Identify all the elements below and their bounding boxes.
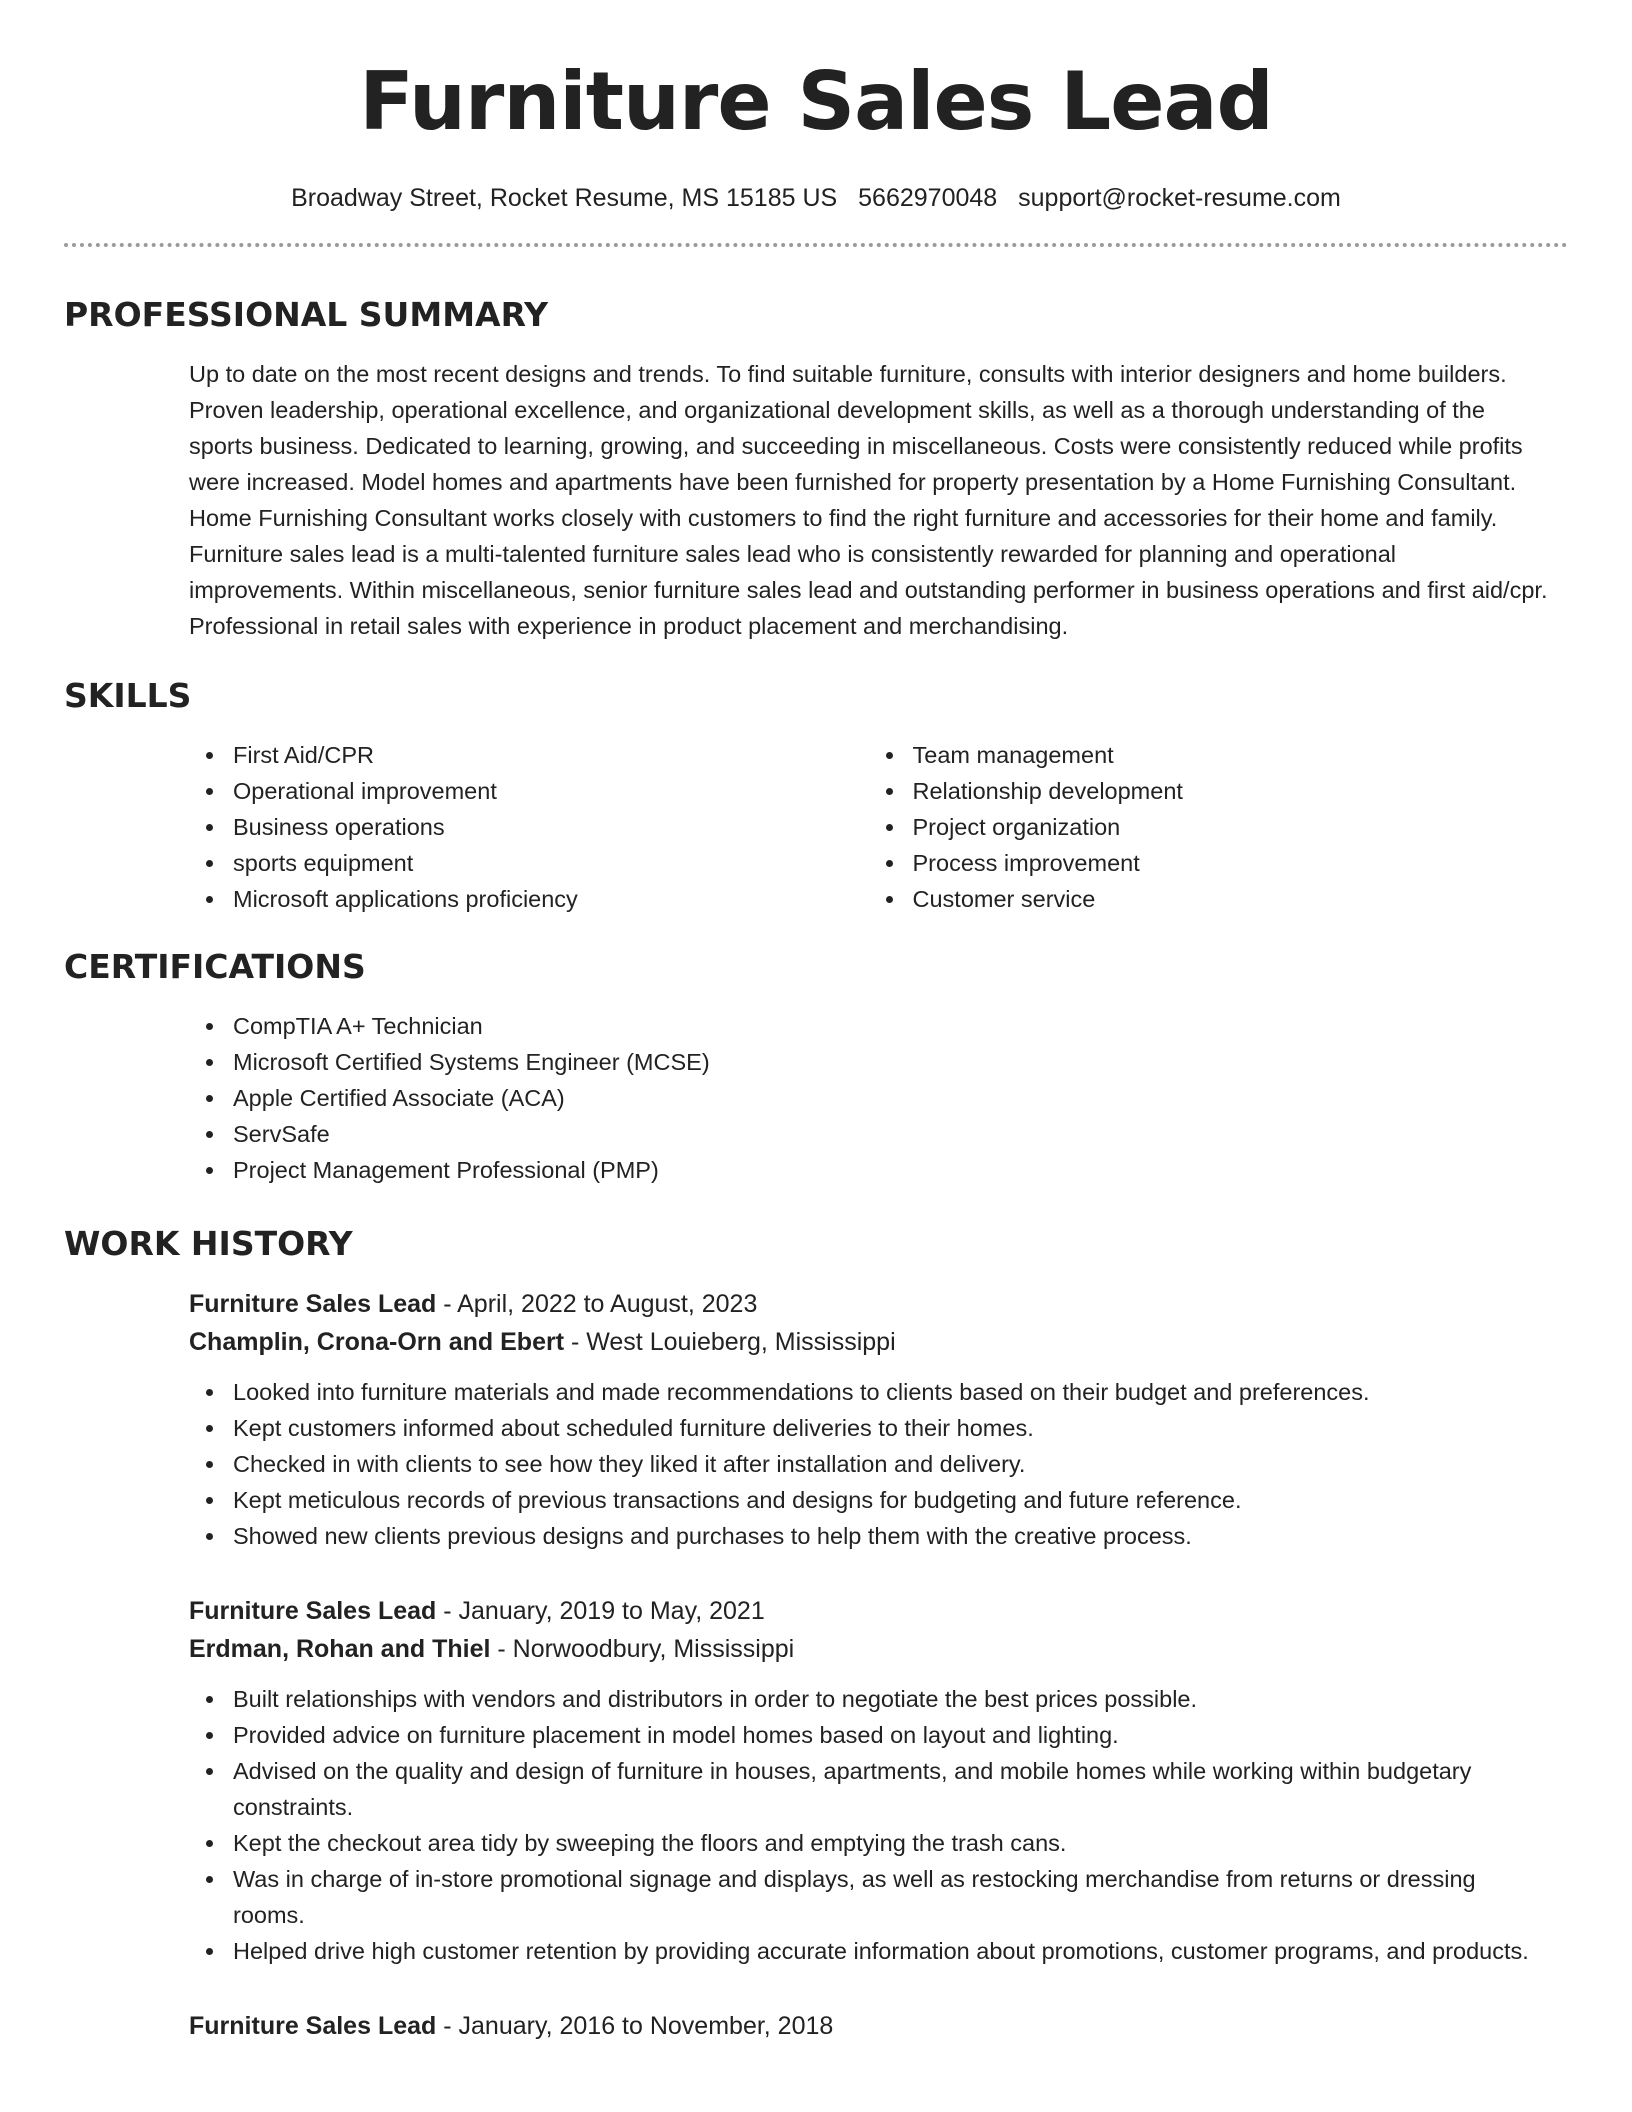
job-bullet: Helped drive high customer retention by providing accurate information about promotions, customer programs, and products. [189, 1933, 1548, 1969]
job-dates: - April, 2022 to August, 2023 [436, 1290, 758, 1318]
resume-name: Furniture Sales Lead [359, 55, 1273, 148]
certification-item: Project Management Professional (PMP) [189, 1152, 1548, 1188]
job-dates: - January, 2019 to May, 2021 [436, 1597, 765, 1625]
job-bullets [189, 1681, 1548, 1969]
contact-line [0, 184, 1632, 213]
skill-item: Customer service [869, 881, 1549, 917]
skills-grid [64, 737, 1568, 917]
work-history-section [0, 1224, 1632, 2045]
job-company-line [189, 1323, 1548, 1361]
summary-section [0, 295, 1632, 644]
certification-item: CompTIA A+ Technician [189, 1008, 1548, 1044]
job-bullet: Kept customers informed about scheduled furniture deliveries to their homes. [189, 1410, 1548, 1446]
skill-item: Project organization [869, 809, 1549, 845]
job-bullet: Checked in with clients to see how they liked it after installation and delivery. [189, 1446, 1548, 1482]
skills-title: SKILLS [64, 676, 192, 715]
skill-item: Operational improvement [189, 773, 869, 809]
certifications-list [189, 1008, 1548, 1188]
certification-item: Apple Certified Associate (ACA) [189, 1080, 1548, 1116]
skills-list-right [869, 737, 1549, 917]
contact-email: support@rocket-resume.com [1018, 184, 1341, 212]
skill-item: First Aid/CPR [189, 737, 869, 773]
work-history-title: WORK HISTORY [64, 1224, 353, 1263]
job-dates: - January, 2016 to November, 2018 [436, 2012, 834, 2040]
certifications-section [0, 947, 1632, 1188]
summary-text: Up to date on the most recent designs and trends. To find suitable furniture, consults with interior designers and home builders. Proven leadership, operational excellence, and organizational development skills, as well as a thorough understanding of the sports business. Dedicated to learning, growing, and succeeding in miscellaneous. Costs were consistently reduced while profits were increased. Model homes and apartments have been furnished for property presentation by a Home Furnishing Consultant. Home Furnishing Consultant works closely with customers to find the right furniture and accessories for their home and family. Furniture sales lead is a multi-talented furniture sales lead who is consistently rewarded for planning and operational improvements. Within miscellaneous, senior furniture sales lead and outstanding performer in business operations and first aid/cpr. Professional in retail sales with experience in product placement and merchandising. [189, 361, 1548, 639]
certifications-title: CERTIFICATIONS [64, 947, 366, 986]
job-location: - Norwoodbury, Mississippi [490, 1635, 795, 1663]
job-role-line [189, 1592, 1548, 1630]
job-location: - West Louieberg, Mississippi [564, 1328, 896, 1356]
job-entry [189, 2007, 1548, 2045]
job-entry [189, 1285, 1548, 1554]
job-company: Champlin, Crona-Orn and Ebert [189, 1328, 565, 1356]
job-bullet: Built relationships with vendors and distributors in order to negotiate the best prices possible. [189, 1681, 1548, 1717]
job-role: Furniture Sales Lead [189, 2012, 437, 2040]
skill-item: sports equipment [189, 845, 869, 881]
job-role: Furniture Sales Lead [189, 1597, 437, 1625]
contact-phone: 5662970048 [858, 184, 998, 212]
skill-item: Microsoft applications proficiency [189, 881, 869, 917]
job-bullet: Advised on the quality and design of furniture in houses, apartments, and mobile homes while working within budgetary constraints. [189, 1753, 1548, 1825]
skill-item: Process improvement [869, 845, 1549, 881]
contact-address: Broadway Street, Rocket Resume, MS 15185 US [291, 184, 838, 212]
job-bullet: Was in charge of in-store promotional signage and displays, as well as restocking merchandise from returns or dressing rooms. [189, 1861, 1548, 1933]
job-role-line [189, 2007, 1548, 2045]
certification-item: Microsoft Certified Systems Engineer (MCSE) [189, 1044, 1548, 1080]
job-company-line [189, 1630, 1548, 1668]
job-role-line [189, 1285, 1548, 1323]
summary-title: PROFESSIONAL SUMMARY [64, 295, 549, 334]
job-bullet: Looked into furniture materials and made recommendations to clients based on their budget and preferences. [189, 1374, 1548, 1410]
skills-list-left [189, 737, 869, 917]
job-bullet: Provided advice on furniture placement in model homes based on layout and lighting. [189, 1717, 1548, 1753]
job-entry [189, 1592, 1548, 1969]
certification-item: ServSafe [189, 1116, 1548, 1152]
skill-item: Team management [869, 737, 1549, 773]
job-bullet: Showed new clients previous designs and purchases to help them with the creative process. [189, 1518, 1548, 1554]
job-role: Furniture Sales Lead [189, 1290, 437, 1318]
job-bullet: Kept the checkout area tidy by sweeping the floors and emptying the trash cans. [189, 1825, 1548, 1861]
job-bullet: Kept meticulous records of previous transactions and designs for budgeting and future reference. [189, 1482, 1548, 1518]
skills-section [0, 676, 1632, 917]
header-divider [64, 243, 1568, 247]
skill-item: Relationship development [869, 773, 1549, 809]
skill-item: Business operations [189, 809, 869, 845]
job-bullets [189, 1374, 1548, 1554]
job-company: Erdman, Rohan and Thiel [189, 1635, 491, 1663]
